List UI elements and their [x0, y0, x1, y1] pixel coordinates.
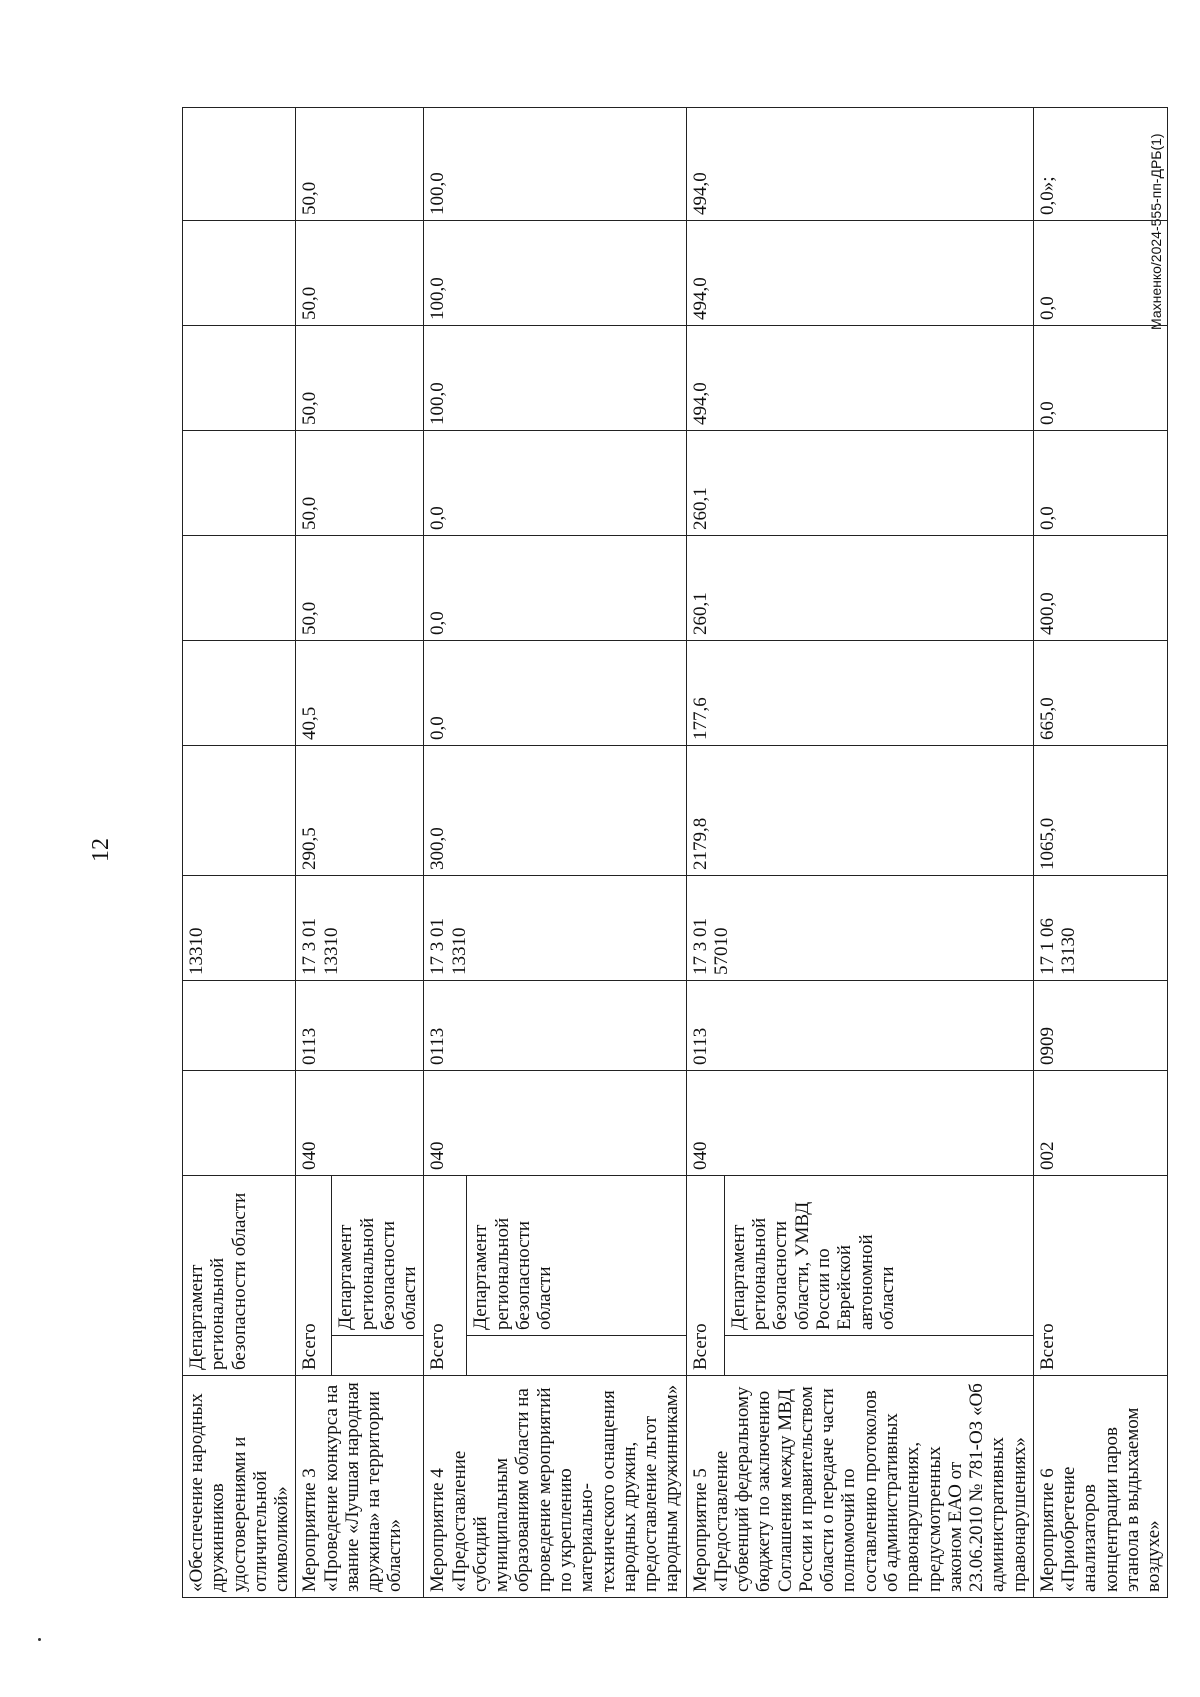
value-cell: 0,0»;	[1033, 108, 1168, 221]
event-cell: «Обеспечение народных дружинников удостоверениями и отличительной символикой»	[183, 1376, 296, 1598]
csr-cell: 13310	[183, 876, 296, 981]
table-row	[424, 108, 467, 1598]
value-cell: 40,5	[296, 641, 424, 746]
executor-total-cell: Всего	[296, 1176, 332, 1376]
csr-cell: 17 3 01 57010	[686, 876, 1033, 981]
executor-sub-cell: Департамент региональной безопасности области, УМВД России по Еврейской автономной области	[724, 1176, 1033, 1336]
value-cell: 50,0	[296, 431, 424, 536]
value-cell: 290,5	[296, 746, 424, 876]
value-cell: 100,0	[424, 108, 686, 221]
value-cell: 494,0	[686, 108, 1033, 221]
document-footer: Махненко/2024-555-пп-ДРБ(1)	[1148, 133, 1164, 330]
event-cell: Мероприятие 5 «Предоставление субвенций федеральному бюджету по заключению Соглашения между МВД России и правительством области о передаче части полномочий по составлению протоколов об административных правонарушениях, предусмотренных законом ЕАО от 23.06.2010 № 781-ОЗ «Об административных правонарушениях»	[686, 1376, 1033, 1598]
value-cell: 260,1	[686, 431, 1033, 536]
grbs-cell: 040	[424, 1071, 686, 1176]
table-row	[686, 108, 724, 1598]
grbs-cell	[183, 1071, 296, 1176]
value-cell	[183, 326, 296, 431]
value-cell: 50,0	[296, 108, 424, 221]
csr-cell: 17 3 01 13310	[296, 876, 424, 981]
value-cell: 1065,0	[1033, 746, 1168, 876]
indent-cell	[467, 1336, 686, 1376]
budget-table	[182, 107, 1168, 1598]
event-cell: Мероприятие 4 «Предоставление субсидий муниципальным образованиям области на проведение мероприятий по укреплению материально-технического оснащения народных дружин, предоставление льгот народным дружинникам»	[424, 1376, 686, 1598]
value-cell: 0,0	[424, 431, 686, 536]
value-cell	[183, 641, 296, 746]
csr-cell: 17 1 06 13130	[1033, 876, 1168, 981]
value-cell: 494,0	[686, 221, 1033, 326]
event-cell: Мероприятие 6 «Приобретение анализаторов концентрации паров этанола в выдыхаемом воздухе»	[1033, 1376, 1168, 1598]
grbs-cell: 040	[686, 1071, 1033, 1176]
indent-cell	[332, 1336, 424, 1376]
value-cell: 100,0	[424, 326, 686, 431]
value-cell: 100,0	[424, 221, 686, 326]
grbs-cell: 040	[296, 1071, 424, 1176]
value-cell	[183, 221, 296, 326]
table-row	[1033, 108, 1168, 1598]
value-cell: 50,0	[296, 326, 424, 431]
table-row	[296, 108, 332, 1598]
rzpr-cell	[183, 981, 296, 1071]
value-cell: 494,0	[686, 326, 1033, 431]
executor-sub-cell: Департамент региональной безопасности области	[332, 1176, 424, 1336]
scan-speck	[38, 1638, 41, 1641]
value-cell: 260,1	[686, 536, 1033, 641]
value-cell: 0,0	[1033, 431, 1168, 536]
value-cell: 0,0	[424, 641, 686, 746]
value-cell: 177,6	[686, 641, 1033, 746]
executor-sub-cell: Департамент региональной безопасности области	[467, 1176, 686, 1336]
rzpr-cell: 0113	[424, 981, 686, 1071]
value-cell: 665,0	[1033, 641, 1168, 746]
rzpr-cell: 0909	[1033, 981, 1168, 1071]
value-cell	[183, 431, 296, 536]
executor-total-cell: Всего	[1033, 1176, 1168, 1376]
value-cell: 50,0	[296, 536, 424, 641]
indent-cell	[724, 1336, 1033, 1376]
value-cell: 400,0	[1033, 536, 1168, 641]
value-cell: 0,0	[1033, 221, 1168, 326]
rzpr-cell: 0113	[296, 981, 424, 1071]
csr-cell: 17 3 01 13310	[424, 876, 686, 981]
value-cell	[183, 536, 296, 641]
value-cell: 2179,8	[686, 746, 1033, 876]
page-number: 12	[88, 838, 114, 862]
executor-cell: Департамент региональной безопасности области	[183, 1176, 296, 1376]
grbs-cell: 002	[1033, 1071, 1168, 1176]
value-cell	[183, 108, 296, 221]
table-row	[183, 108, 296, 1598]
value-cell: 0,0	[1033, 326, 1168, 431]
value-cell: 50,0	[296, 221, 424, 326]
value-cell: 300,0	[424, 746, 686, 876]
rzpr-cell: 0113	[686, 981, 1033, 1071]
event-cell: Мероприятие 3 «Проведение конкурса на звание «Лучшая народная дружина» на территории области»	[296, 1376, 424, 1598]
executor-total-cell: Всего	[424, 1176, 467, 1376]
executor-total-cell: Всего	[686, 1176, 724, 1376]
value-cell: 0,0	[424, 536, 686, 641]
value-cell	[183, 746, 296, 876]
